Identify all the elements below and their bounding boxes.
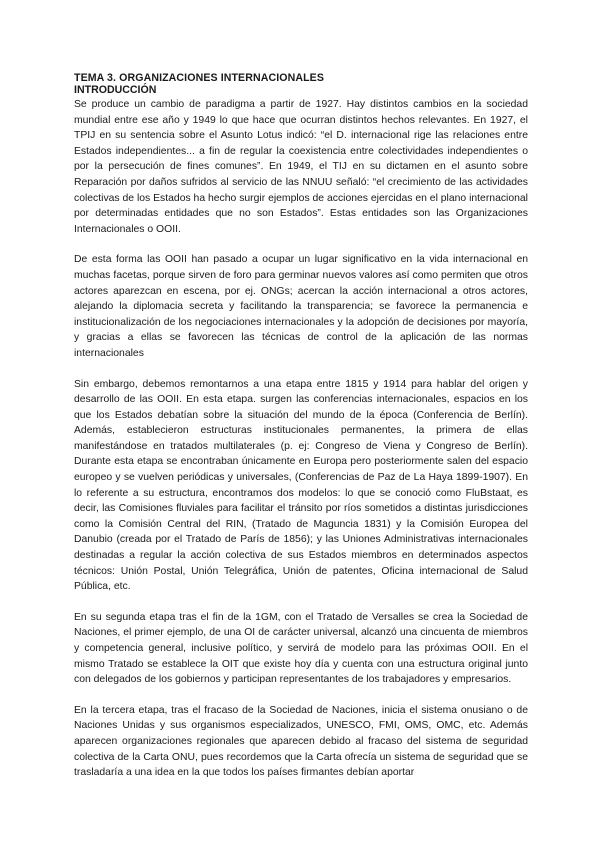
paragraph-intro: Se produce un cambio de paradigma a partir de 1927. Hay distintos cambios en la sociedad mundial entre ese año y 1949 lo que hace que ocurran distintos hechos relevantes. En 1927, el TPIJ en su sentencia sobre el Asunto Lotus indicó: “el D. internacional rige las relaciones entre Estados independientes... a fin de regular la coexistencia entre colectividades independientes o por la persecución de fines comunes”. En 1949, el TIJ en su dictamen en el asunto sobre Reparación por daños sufridos al servicio de las NNUU señaló: “el crecimiento de las actividades colectivas de los Estados ha hecho surgir ejemplos de acciones ejercidas en el plano internacional por determinadas entidades que no son Estados”. Estas entidades son las Organizaciones Internacionales o OOII. [74,99,528,235]
paragraph-spacer [74,362,528,377]
document-page [74,72,528,781]
section-heading: INTRODUCCIÓN [74,84,157,96]
paragraph-spacer [74,595,528,610]
paragraph-third-stage: En la tercera etapa, tras el fracaso de la Sociedad de Naciones, inicia el sistema onusiano o de Naciones Unidas y sus organismos especializados, UNESCO, FMI, OMS, OMC, etc. Además aparecen organizaciones regionales que aparecen debido al fracaso del sistema de seguridad colectiva de la Carta ONU, pues recordemos que la Carta ofrecía un sistema de seguridad que se trasladaría a una idea en la que todos los países firmantes debían aportar [74,704,528,779]
paragraph-role-of-ooii: De esta forma las OOII han pasado a ocupar un lugar significativo en la vida internacional en muchas facetas, porque sirven de foro para germinar nuevos valores así como permiten que otros actores aparezcan en escena, por ej. ONGs; acercan la acción internacional a otros actores, alejando la diplomacia secreta y facilitando la transparencia; se favorece la permanencia e institucionalización de los negociaciones internacionales y la adopción de decisiones por mayoría, y gracias a ellas se favorecen las técnicas de control de la aplicación de las normas internacionales [74,254,528,359]
paragraph-first-stage: Sin embargo, debemos remontarnos a una etapa entre 1815 y 1914 para hablar del origen y desarrollo de las OOII. En esta etapa. surgen las conferencias internacionales, espacios en los que los Estados debatían sobre la situación del mundo de la época (Conferencia de Berlín). Además, establecieron estructuras institucionales permanentes, la primera de ellas manifestándose en tratados multilaterales (p. ej: Congreso de Viena y Congreso de Berlín). Durante esta etapa se encontraban únicamente en Europa pero posteriormente salen del espacio europeo y se vuelven periódicas y universales, (Conferencias de Paz de La Haya 1899-1907). En lo referente a su estructura, encontramos dos modelos: lo que se conoció como FluBstaat, es decir, las Comisiones fluviales para facilitar el tránsito por ríos sometidos a distintas jurisdicciones como la Comisión Central del RIN, (Tratado de Maguncia 1831) y la Comisión Europea del Danubio (creada por el Tratado de París de 1856); y las Uniones Administrativas internacionales destinadas a regular la acción colectiva de sus Estados miembros en determinados aspectos técnicos: Unión Postal, Unión Telegráfica, Unión de patentes, Oficina internacional de Salud Pública, etc. [74,378,528,593]
document-title: TEMA 3. ORGANIZACIONES INTERNACIONALES [74,72,325,84]
paragraph-second-stage: En su segunda etapa tras el fin de la 1GM, con el Tratado de Versalles se crea la Sociedad de Naciones, el primer ejemplo, de una OI de carácter universal, alcanzó una cincuenta de miembros y competencia general, inclusive político, y servirá de modelo para las próximas OOII. En el mismo Tratado se establece la OIT que existe hoy día y cuenta con una estructura original junto con delegados de los gobiernos y participan representantes de los trabajadores y empresarios. [74,611,528,686]
paragraph-spacer [74,688,528,703]
paragraph-spacer [74,237,528,252]
